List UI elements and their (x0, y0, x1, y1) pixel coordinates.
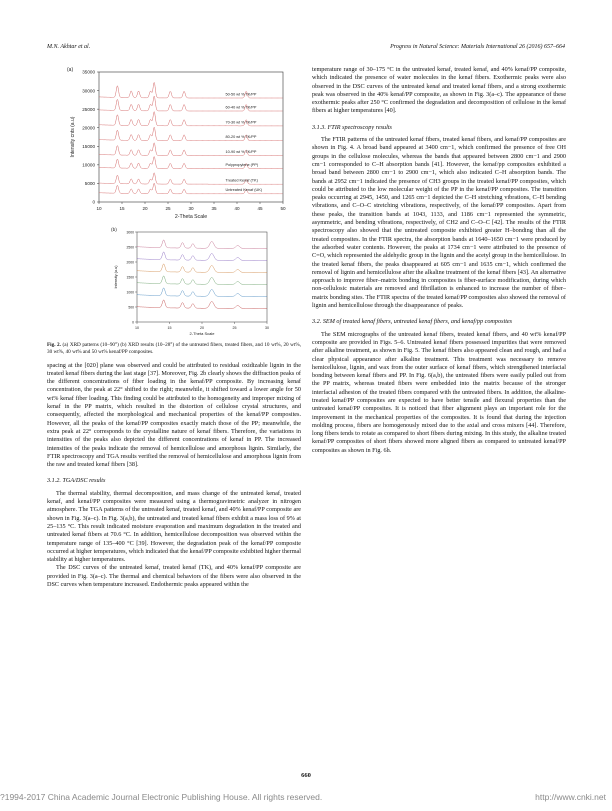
left-column (47, 62, 301, 589)
body-paragraph: temperature range of 30–175 °C in the untreated kenaf, treated kenaf, and 40% kenaf/PP composite, which indicated the presence of water molecules in the kenaf fibers. Exothermic peaks were also observed in the DSC curves of the untreated kenaf and treated kenaf fibers, and a strong exothermic peak was observed in the 40% kenaf/PP composite, as shown in Fig. 3(a–c). The appearance of these exothermic peaks after 250 °C confirmed the degradation and decomposition of cellulose in the kenaf fibers at higher temperatures [40]. (312, 66, 566, 115)
x-tick-label: 15 (119, 206, 125, 211)
section-title-sem: 3.2. SEM of treated kenaf fibers, untreated kenaf fibers, and kenaf/pp composites (312, 318, 513, 326)
x-tick-label: 40 (234, 206, 240, 211)
y-tick-label: 2000 (126, 260, 134, 265)
series-label: 70-30 wt % TK/PP (225, 120, 257, 125)
series-label: Treated Kenaf (TK) (225, 178, 258, 183)
body-paragraph: spacing at the [020] plane was observed and could be attributed to residual oxidizable lignin in the treated kenaf fibers during the last stage [37]. Moreover, Fig. 2b clearly shows the diffraction peaks of the different concentrations of fiber loading in the kenaf/PP composite. By increasing kenaf concentration, the peak at 22° shifted to the right; meanwhile, it shifted toward a lower angle for 50 wt% kenaf fiber loading. This finding could be attributed to the homogeneity and improper mixing of kenaf in the PP matrix, which resulted in the distortion of cellulose crystal structures, and consequently, affected the morphological and mechanical properties of the kenaf/PP composites. However, all the peaks of the kenaf/PP composites exactly match those of the PP; meanwhile, the extra peak at 22° corresponds to the crystalline nature of kenaf fibers. Therefore, the variations in intensities of the peaks also depicted the different concentrations of kenaf in PP. The increased intensities of the peaks indicate the removal of hemicellulose and amorphous lignin. Similarly, the FTIR spectroscopy and TGA results verified the removal of hemicellulose and amorphous lignin from the raw and treated kenaf fibers [38]. (47, 361, 301, 469)
series-line (137, 252, 267, 261)
y-tick-label: 0 (92, 199, 95, 205)
section-title-ftir: 3.1.3. FTIR spectroscopy results (312, 123, 392, 131)
footer-copyright: ?1994-2017 China Academic Journal Electronic Publishing House. All rights reserved. (0, 792, 323, 802)
x-tick-label: 50 (280, 206, 286, 211)
figure-caption (47, 342, 301, 356)
running-header-authors: M.N. Akhtar et al. (47, 44, 91, 50)
x-axis-label: 2-Theta Scale (174, 214, 208, 220)
x-tick-label: 45 (257, 206, 263, 211)
series-line (137, 276, 267, 285)
body-paragraph: The thermal stability, thermal decomposition, and mass change of the untreated kenaf, treated kenaf, and kenaf/PP composites were measured using a thermogravimetric analyzer in nitrogen atmosphere. The TGA patterns of the untreated kenaf, treated kenaf, and 40% kenaf/PP composite are shown in Fig. 3(a–c). In Fig. 3(a,b), the untreated and treated kenaf fibers exhibit a mass loss of 9% at 25–135 °C. This result indicated moisture evaporation and maximum degradation in the treated and untreated kenaf fibers at 70.6 °C. In addition, hemicellulose decomposition was observed within the temperature range of 135–400 °C [39]. However, the degradation peak of the kenaf/PP composite occurred at higher temperatures, which indicated that the kenaf/PP composite exhibited higher thermal stability at higher temperatures. (47, 489, 301, 564)
y-tick-label: 1000 (126, 290, 134, 295)
series-line (137, 300, 267, 309)
series-label: 60-40 wt % TK/PP (225, 105, 257, 110)
y-tick-label: 5000 (84, 181, 95, 187)
series-label: 10-90 wt % TK/PP (225, 149, 257, 154)
series-label: 80-20 wt % TK/PP (225, 135, 257, 140)
x-tick-label: 15 (167, 326, 172, 330)
x-tick-label: 35 (211, 206, 217, 211)
x-axis-label: 2-Theta Scale (189, 331, 215, 336)
x-tick-label: 30 (265, 326, 269, 330)
right-column (312, 66, 566, 455)
body-paragraph: The FTIR patterns of the untreated kenaf fibers, treated kenaf fibers, and kenaf/PP composites are shown in Fig. 4. A broad band appeared at 3400 cm−1, which confirmed the presence of free OH groups in the cellulose molecules, whereas the bands that appeared between 2800 cm−1 and 2900 cm−1 corresponded to C–H absorption bands [41]. However, the kenaf/pp composites exhibited a broad band between 2800 cm−1 to 2900 cm−1, which also indicated C–H absorption bands. The bands at 2952 cm−1 indicated the presence of CH3 groups in the treated kenaf/PP composites, which could be attributed to the low molecular weight of the PP in the kenaf/PP composites. The transition peaks occurring at 2945, 1450, and 1265 cm−1 depicted the C–H stretching vibrations, C–H bending vibrations, and C–O–C stretching vibrations, respectively, of the kenaf/PP composites. Apart from these peaks, the transition bands at 1043, 1133, and 1186 cm−1 represented the symmetric, asymmetric, and bending vibrations, respectively, of CH2 and C–O–C [42]. The results of the FTIR spectroscopy also showed that the untreated composite exhibited greater H–bonding than all the treated composites. In the FTIR spectra, the absorption bands at 1640–1650 cm−1 were produced by the adsorbed water contents. However, the peaks at 1734 cm−1 were attributed to the presence of C=O, which represented the aldehydic group in the lignin and the acetyl group in the hemicellulose. In the treated kenaf fibers, the peaks disappeared at 605 cm−1 and 1635 cm−1, which confirmed the removal of lignin and hemicellulose after the alkaline treatment of the kenaf fibers [43]. An alternative approach to improve fiber–matrix bonding in composites is fiber-surface modification, during which non-cellulosic materials are removed and fibrillation is enhanced to increase the number of fiber–matrix bonding sites. The FTIR spectra of the treated kenaf/PP composites also showed the removal of lignin and hemicellulose through the disappearance of peaks. (312, 136, 567, 310)
y-tick-label: 35000 (82, 69, 95, 75)
y-tick-label: 0 (132, 320, 134, 325)
y-tick-label: 1500 (126, 275, 134, 280)
figure-caption-text: (a) XRD patterns (10–90°) (b) XRD results (10–28°) of the untreated fibers, treated fibers, and 10 wt%, 20 wt%, 30 wt%, 40 wt% and 50 wt% kenaf/PP composites. (47, 342, 301, 355)
body-paragraph: The SEM micrographs of the untreated kenaf fibers, treated kenaf fibers, and 40 wt% kenaf/PP composite are provided in Figs. 5–6. Untreated kenaf fibers possessed impurities that were removed after alkaline treatment, as shown in Fig. 5. The kenaf fibers also appeared clean and rough, and had a clear physical appearance after alkaline treatment. This treatment was necessary to remove hemicellulose, lignin, and wax from the outer surface of kenaf fibers, which strengthened interfacial bonding between kenaf fibers and PP. In Fig. 6(a,b), the untreated fibers were easily pulled out from the PP matrix, whereas treated fibers were embedded into the matrix because of the stronger interfacial adhesion of the treated fibers compared with the untreated fibers. In addition, the alkaline-treated kenaf/PP composites are expected to have better tensile and flexural properties than the untreated kenaf/PP composites. It is noticed that fiber alignment plays an important role for the improvement in the mechanical properties of the composites. It is found that during the injection molding process, fibers are homogenously mixed due to the axial and cross mixers [44]. Therefore, long fibers tends to rotate as compared to short fibers during mixing. In this study, the alkaline treated kenaf/PP composites of short fibers showed more aligned fibers as compared to untreated kenaf/PP composites as shown in Fig. 6h. (312, 330, 566, 454)
xrd-chart-a (47, 62, 301, 222)
xrd-chart-b (47, 224, 301, 339)
series-line (137, 240, 267, 249)
section-title-tga: 3.1.2. TGA/DSC results (47, 477, 106, 485)
page-number: 660 (301, 772, 311, 779)
y-tick-label: 25000 (82, 106, 95, 112)
x-tick-label: 30 (188, 206, 194, 211)
figure-2 (47, 62, 301, 340)
series-label: Untreated Kenaf (UK) (225, 188, 263, 193)
y-tick-label: 3000 (126, 230, 134, 235)
y-tick-label: 500 (128, 305, 134, 310)
y-tick-label: 20000 (82, 125, 95, 131)
panel-label-b: (b) (111, 228, 117, 233)
y-tick-label: 10000 (82, 162, 95, 168)
y-axis-label: Intensity cnts (a.u) (70, 116, 76, 158)
y-tick-label: 30000 (82, 88, 95, 94)
series-label: Polypropylene (PP) (225, 162, 259, 167)
x-tick-label: 25 (165, 206, 171, 211)
series-line (137, 264, 267, 273)
footer-url: http://www.cnki.net (535, 792, 606, 802)
y-axis-label: Intensity (a.u) (114, 265, 118, 289)
x-tick-label: 10 (135, 326, 139, 330)
panel-label-a: (a) (67, 67, 74, 73)
y-tick-label: 2500 (126, 245, 134, 250)
series-line (137, 288, 267, 297)
x-tick-label: 10 (96, 206, 102, 211)
series-label: 50-50 wt % TK/PP (225, 92, 257, 97)
body-paragraph: The DSC curves of the untreated kenaf, treated kenaf (TK), and 40% kenaf/PP composite are provided in Fig. 3(a–c). The thermal and chemical behaviors of the fibers were also observed in the DSC curves when temperature increased. Endothermic peaks appeared within the (47, 564, 301, 589)
x-tick-label: 20 (142, 206, 148, 211)
running-header-journal: Progress in Natural Science: Materials International 26 (2016) 657–664 (390, 44, 565, 50)
figure-caption-label: Fig. 2. (47, 342, 61, 348)
page-footer (0, 790, 612, 806)
x-tick-label: 20 (200, 326, 204, 330)
x-tick-label: 25 (232, 326, 237, 330)
y-tick-label: 15000 (82, 143, 95, 149)
